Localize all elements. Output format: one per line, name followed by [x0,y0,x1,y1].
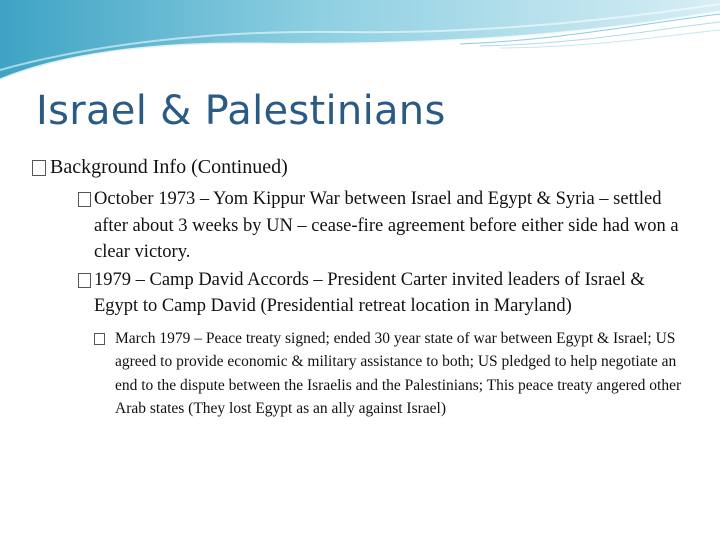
header-wave-decoration [0,0,720,90]
slide-title: Israel & Palestinians [36,88,446,134]
bullet-text: March 1979 – Peace treaty signed; ended 30 year state of war between Egypt & Israel; US agreed to provide economic & military assistance to both; US pledged to help negotiate an end to the dispute between the Israelis and the Palestinians; This peace treaty angered other Arab states (They lost Egypt as an ally against Israel) [115,329,682,417]
bullet-level1 [30,154,690,180]
bullet-level2 [30,186,690,266]
bullet-level2 [30,267,690,320]
bullet-text: October 1973 – Yom Kippur War between Israel and Egypt & Syria – settled after about 3 weeks by UN – cease-fire agreement before either side had won a clear victory. [94,189,679,262]
bullet-level3 [30,327,690,421]
bullet-square-icon [32,160,46,176]
bullet-square-icon [78,273,91,288]
slide-content [30,154,690,421]
bullet-text: 1979 – Camp David Accords – President Carter invited leaders of Israel & Egypt to Camp David (Presidential retreat location in Maryland) [94,269,645,316]
bullet-text: Background Info (Continued) [50,156,288,178]
bullet-square-icon [94,333,105,345]
bullet-square-icon [78,192,91,207]
